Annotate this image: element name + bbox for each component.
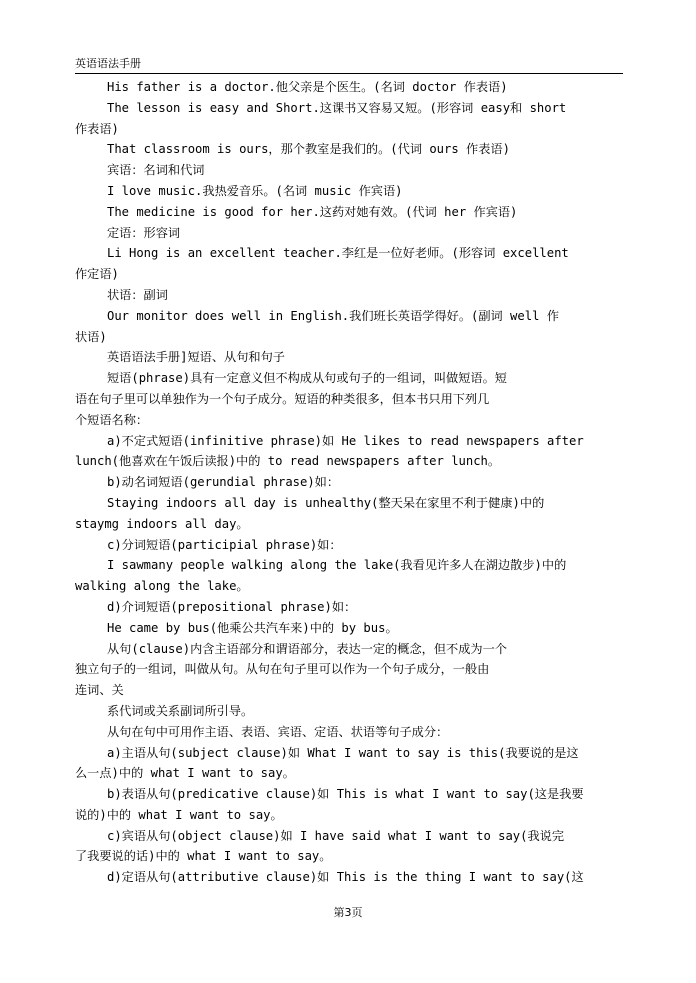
text-line: 状语：副词: [107, 287, 168, 302]
text-line: 定语：形容词: [107, 225, 181, 240]
text-line: 了我要说的话)中的 what I want to say。: [75, 849, 332, 864]
page-header: [75, 57, 623, 74]
text-line: I sawmany people walking along the lake(我看见许多人在湖边散步)中的: [107, 558, 567, 573]
text-line: 么一点)中的 what I want to say。: [75, 766, 295, 781]
text-line: 系代词或关系副词所引导。: [107, 703, 254, 718]
text-line: d)定语从句(attributive clause)如 This is the thing I want to say(这: [107, 870, 584, 885]
text-line: 说的)中的 what I want to say。: [75, 807, 283, 822]
text-line: 从句在句中可用作主语、表语、宾语、定语、状语等句子成分：: [107, 724, 449, 739]
text-line: 独立句子的一组词，叫做从句。从句在句子里可以作为一个句子成分，一般由: [75, 662, 490, 677]
text-line: The medicine is good for her.这药对她有效。(代词 her 作宾语): [107, 204, 518, 219]
text-line: Staying indoors all day is unhealthy(整天呆在家里不利于健康)中的: [107, 495, 545, 510]
text-line: 个短语名称：: [75, 412, 149, 427]
text-line: That classroom is ours，那个教室是我们的。(代词 ours 作表语): [107, 142, 510, 157]
text-line: His father is a doctor.他父亲是个医生。(名词 doctor 作表语): [107, 80, 508, 94]
text-line: c)分词短语(participial phrase)如：: [107, 537, 342, 552]
header-title: 英语语法手册: [75, 57, 141, 70]
text-line: Our monitor does well in English.我们班长英语学得好。(副词 well 作: [107, 308, 559, 323]
text-line: 作表语): [75, 121, 119, 136]
text-line: 从句(clause)内含主语部分和谓语部分，表达一定的概念，但不成为一个: [107, 641, 507, 656]
text-line: Li Hong is an excellent teacher.李红是一位好老师。(形容词 excellent: [107, 246, 569, 261]
page-footer: [0, 904, 696, 920]
document-body: [75, 77, 641, 888]
text-line: lunch(他喜欢在午饭后读报)中的 to read newspapers after lunch。: [75, 454, 501, 469]
text-line: 英语语法手册]短语、从句和句子: [107, 350, 285, 365]
text-line: 状语): [75, 329, 107, 344]
text-line: a)不定式短语(infinitive phrase)如 He likes to read newspapers after: [107, 433, 584, 448]
text-line: He came by bus(他乘公共汽车来)中的 by bus。: [107, 620, 398, 635]
text-line: d)介词短语(prepositional phrase)如：: [107, 599, 357, 614]
text-line: The lesson is easy and Short.这课书又容易又短。(形容词 easy和 short: [107, 100, 567, 115]
page-number: 第3页: [333, 906, 363, 919]
text-line: 连词、关: [75, 683, 124, 698]
text-line: staymg indoors all day。: [75, 516, 249, 531]
text-line: a)主语从句(subject clause)如 What I want to say is this(我要说的是这: [107, 745, 579, 760]
text-line: walking along the lake。: [75, 579, 249, 594]
text-line: b)表语从句(predicative clause)如 This is what I want to say(这是我要: [107, 787, 584, 802]
text-line: 宾语：名词和代词: [107, 163, 205, 178]
text-line: 短语(phrase)具有一定意义但不构成从句或句子的一组词，叫做短语。短: [107, 371, 507, 386]
text-line: c)宾语从句(object clause)如 I have said what I want to say(我说完: [107, 828, 565, 843]
text-line: I love music.我热爱音乐。(名词 music 作宾语): [107, 183, 403, 198]
text-line: 语在句子里可以单独作为一个句子成分。短语的种类很多，但本书只用下列几: [75, 391, 490, 406]
text-line: 作定语): [75, 267, 119, 282]
text-line: b)动名词短语(gerundial phrase)如：: [107, 475, 340, 490]
